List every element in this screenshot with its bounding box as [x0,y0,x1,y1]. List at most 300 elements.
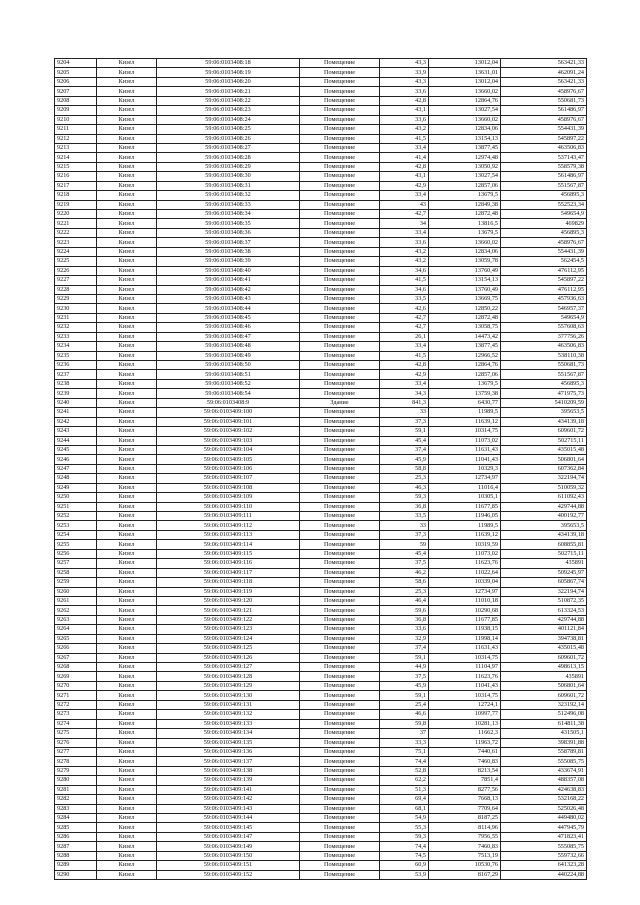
row-number-cell: 9269 [55,672,97,681]
cadastral-number-cell: 59:06:0103409:130 [157,691,300,700]
area-cell: 33 [380,521,429,530]
area-cell: 25,4 [380,700,429,709]
row-number-cell: 9274 [55,719,97,728]
cadastral-number-cell: 59:06:0103409:123 [157,625,300,634]
cadastral-value-cell: 435015,48 [501,445,587,454]
specific-value-cell: 7709,64 [429,804,501,813]
object-type-cell: Помещение [300,776,380,785]
cadastral-value-cell: 506801,64 [501,681,587,690]
cadastral-value-cell: 555085,75 [501,757,587,766]
table-row [55,351,587,360]
table-row [55,455,587,464]
object-type-cell: Помещение [300,115,380,124]
table-row [55,96,587,105]
table-row [55,653,587,662]
table-row [55,691,587,700]
row-number-cell: 9227 [55,276,97,285]
object-type-cell: Помещение [300,96,380,105]
locality-cell: Кизел [97,77,157,86]
row-number-cell: 9276 [55,738,97,747]
specific-value-cell: 13154,13 [429,134,501,143]
row-number-cell: 9278 [55,757,97,766]
area-cell: 32,9 [380,634,429,643]
table-row [55,87,587,96]
table-row [55,210,587,219]
cadastral-number-cell: 59:06:0103409:115 [157,549,300,558]
row-number-cell: 9253 [55,521,97,530]
area-cell: 37,4 [380,644,429,653]
object-type-cell: Помещение [300,445,380,454]
locality-cell: Кизел [97,408,157,417]
area-cell: 41,5 [380,351,429,360]
cadastral-number-cell: 59:06:0103409:136 [157,747,300,756]
specific-value-cell: 11016,4 [429,483,501,492]
cadastral-number-cell: 59:06:0103409:103 [157,436,300,445]
specific-value-cell: 11677,85 [429,502,501,511]
object-type-cell: Помещение [300,342,380,351]
table-row [55,861,587,870]
specific-value-cell: 12864,76 [429,361,501,370]
cadastral-number-cell: 59:06:0103408:29 [157,162,300,171]
object-type-cell: Помещение [300,408,380,417]
specific-value-cell: 7956,55 [429,832,501,841]
object-type-cell: Помещение [300,861,380,870]
cadastral-number-cell: 59:06:0103409:138 [157,766,300,775]
object-type-cell: Помещение [300,795,380,804]
locality-cell: Кизел [97,342,157,351]
specific-value-cell: 7440,61 [429,747,501,756]
object-type-cell: Помещение [300,266,380,275]
locality-cell: Кизел [97,162,157,171]
specific-value-cell: 11073,02 [429,549,501,558]
cadastral-number-cell: 59:06:0103408:27 [157,143,300,152]
row-number-cell: 9260 [55,587,97,596]
row-number-cell: 9237 [55,370,97,379]
row-number-cell: 9210 [55,115,97,124]
specific-value-cell: 10997,77 [429,710,501,719]
cadastral-value-cell: 558789,81 [501,747,587,756]
locality-cell: Кизел [97,266,157,275]
object-type-cell: Помещение [300,294,380,303]
area-cell: 43,2 [380,247,429,256]
specific-value-cell: 13027,54 [429,172,501,181]
locality-cell: Кизел [97,219,157,228]
area-cell: 34,3 [380,389,429,398]
cadastral-number-cell: 59:06:0103409:107 [157,474,300,483]
area-cell: 59,3 [380,493,429,502]
specific-value-cell: 10329,3 [429,464,501,473]
table-row [55,304,587,313]
cadastral-value-cell: 559732,66 [501,851,587,860]
locality-cell: Кизел [97,285,157,294]
cadastral-value-cell: 614811,38 [501,719,587,728]
cadastral-value-cell: 456895,3 [501,191,587,200]
table-row [55,247,587,256]
cadastral-number-cell: 59:06:0103408:26 [157,134,300,143]
cadastral-number-cell: 59:06:0103409:144 [157,814,300,823]
object-type-cell: Помещение [300,172,380,181]
locality-cell: Кизел [97,851,157,860]
specific-value-cell: 13059,78 [429,257,501,266]
locality-cell: Кизел [97,106,157,115]
area-cell: 74,4 [380,757,429,766]
specific-value-cell: 7460,83 [429,757,501,766]
cadastral-number-cell: 59:06:0103408:51 [157,370,300,379]
locality-cell: Кизел [97,729,157,738]
table-row [55,842,587,851]
cadastral-value-cell: 471823,41 [501,832,587,841]
cadastral-number-cell: 59:06:0103408:42 [157,285,300,294]
cadastral-number-cell: 59:06:0103409:124 [157,634,300,643]
row-number-cell: 9285 [55,823,97,832]
cadastral-number-cell: 59:06:0103408:48 [157,342,300,351]
cadastral-number-cell: 59:06:0103409:101 [157,417,300,426]
row-number-cell: 9234 [55,342,97,351]
area-cell: 52,8 [380,766,429,775]
cadastral-number-cell: 59:06:0103409:139 [157,776,300,785]
table-row [55,804,587,813]
locality-cell: Кизел [97,68,157,77]
row-number-cell: 9216 [55,172,97,181]
area-cell: 37 [380,729,429,738]
area-cell: 43 [380,200,429,209]
object-type-cell: Помещение [300,351,380,360]
object-type-cell: Помещение [300,578,380,587]
area-cell: 33,4 [380,342,429,351]
specific-value-cell: 11631,43 [429,445,501,454]
row-number-cell: 9244 [55,436,97,445]
area-cell: 45,4 [380,549,429,558]
row-number-cell: 9277 [55,747,97,756]
cadastral-value-cell: 398391,88 [501,738,587,747]
row-number-cell: 9268 [55,663,97,672]
locality-cell: Кизел [97,436,157,445]
object-type-cell: Помещение [300,757,380,766]
cadastral-number-cell: 59:06:0103409:106 [157,464,300,473]
specific-value-cell: 12834,06 [429,125,501,134]
locality-cell: Кизел [97,814,157,823]
area-cell: 43,3 [380,59,429,68]
cadastral-number-cell: 59:06:0103409:105 [157,455,300,464]
object-type-cell: Помещение [300,332,380,341]
cadastral-value-cell: 377756,26 [501,332,587,341]
cadastral-number-cell: 59:06:0103409:117 [157,568,300,577]
object-type-cell: Помещение [300,653,380,662]
object-type-cell: Помещение [300,870,380,879]
row-number-cell: 9217 [55,181,97,190]
specific-value-cell: 13669,75 [429,294,501,303]
object-type-cell: Помещение [300,823,380,832]
cadastral-value-table [54,58,587,880]
object-type-cell: Помещение [300,587,380,596]
cadastral-number-cell: 59:06:0103409:150 [157,851,300,860]
specific-value-cell: 12857,06 [429,370,501,379]
area-cell: 41,4 [380,153,429,162]
specific-value-cell: 13012,04 [429,59,501,68]
table-row [55,795,587,804]
area-cell: 59,3 [380,832,429,841]
area-cell: 43,1 [380,172,429,181]
table-row [55,417,587,426]
table-row [55,851,587,860]
object-type-cell: Помещение [300,191,380,200]
table-row [55,587,587,596]
object-type-cell: Помещение [300,804,380,813]
cadastral-number-cell: 59:06:0103409:108 [157,483,300,492]
row-number-cell: 9229 [55,294,97,303]
row-number-cell: 9211 [55,125,97,134]
cadastral-number-cell: 59:06:0103409:120 [157,596,300,605]
row-number-cell: 9223 [55,238,97,247]
locality-cell: Кизел [97,615,157,624]
table-row [55,200,587,209]
object-type-cell: Помещение [300,285,380,294]
locality-cell: Кизел [97,512,157,521]
area-cell: 34 [380,219,429,228]
locality-cell: Кизел [97,672,157,681]
cadastral-value-cell: 322194,74 [501,587,587,596]
table-row [55,408,587,417]
cadastral-value-cell: 435015,48 [501,644,587,653]
area-cell: 42,9 [380,181,429,190]
cadastral-number-cell: 59:06:0103408:33 [157,200,300,209]
cadastral-number-cell: 59:06:0103408:23 [157,106,300,115]
cadastral-value-cell: 551567,87 [501,181,587,190]
specific-value-cell: 11041,43 [429,455,501,464]
cadastral-value-cell: 476112,95 [501,266,587,275]
table-row [55,276,587,285]
row-number-cell: 9270 [55,681,97,690]
cadastral-value-cell: 323192,14 [501,700,587,709]
cadastral-number-cell: 59:06:0103408:45 [157,313,300,322]
locality-cell: Кизел [97,757,157,766]
locality-cell: Кизел [97,200,157,209]
cadastral-number-cell: 59:06:0103409:109 [157,493,300,502]
specific-value-cell: 11041,43 [429,681,501,690]
object-type-cell: Помещение [300,530,380,539]
area-cell: 75,1 [380,747,429,756]
specific-value-cell: 13027,54 [429,106,501,115]
cadastral-value-cell: 322194,74 [501,474,587,483]
area-cell: 53,9 [380,870,429,879]
table-row [55,672,587,681]
object-type-cell: Помещение [300,313,380,322]
area-cell: 69,4 [380,795,429,804]
specific-value-cell: 10305,1 [429,493,501,502]
cadastral-value-cell: 509245,97 [501,568,587,577]
area-cell: 58,8 [380,464,429,473]
row-number-cell: 9215 [55,162,97,171]
specific-value-cell: 13679,5 [429,379,501,388]
row-number-cell: 9251 [55,502,97,511]
table-row [55,493,587,502]
table-row [55,502,587,511]
row-number-cell: 9235 [55,351,97,360]
cadastral-value-cell: 549654,9 [501,210,587,219]
row-number-cell: 9242 [55,417,97,426]
locality-cell: Кизел [97,361,157,370]
locality-cell: Кизел [97,691,157,700]
cadastral-value-cell: 440224,88 [501,870,587,879]
cadastral-value-cell: 458976,67 [501,115,587,124]
object-type-cell: Помещение [300,153,380,162]
table-row [55,785,587,794]
row-number-cell: 9259 [55,578,97,587]
cadastral-number-cell: 59:06:0103408:39 [157,257,300,266]
object-type-cell: Помещение [300,502,380,511]
area-cell: 42,9 [380,370,429,379]
object-type-cell: Помещение [300,106,380,115]
area-cell: 42,8 [380,162,429,171]
cadastral-value-cell: 561486,97 [501,172,587,181]
cadastral-value-cell: 429744,88 [501,615,587,624]
specific-value-cell: 13058,75 [429,323,501,332]
specific-value-cell: 11631,43 [429,644,501,653]
table-row [55,615,587,624]
cadastral-value-cell: 557608,63 [501,323,587,332]
area-cell: 33,3 [380,738,429,747]
row-number-cell: 9280 [55,776,97,785]
object-type-cell: Помещение [300,521,380,530]
table-row [55,172,587,181]
area-cell: 33,6 [380,87,429,96]
area-cell: 46,2 [380,568,429,577]
cadastral-number-cell: 59:06:0103408:19 [157,68,300,77]
area-cell: 33,6 [380,115,429,124]
locality-cell: Кизел [97,445,157,454]
table-row [55,823,587,832]
area-cell: 43,3 [380,77,429,86]
cadastral-value-cell: 458976,67 [501,87,587,96]
object-type-cell: Помещение [300,87,380,96]
area-cell: 43,1 [380,106,429,115]
cadastral-number-cell: 59:06:0103408:43 [157,294,300,303]
cadastral-number-cell: 59:06:0103408:38 [157,247,300,256]
cadastral-number-cell: 59:06:0103408:54 [157,389,300,398]
object-type-cell: Помещение [300,785,380,794]
area-cell: 33,5 [380,512,429,521]
row-number-cell: 9261 [55,596,97,605]
cadastral-value-cell: 552523,34 [501,200,587,209]
table-row [55,625,587,634]
object-type-cell: Помещение [300,814,380,823]
row-number-cell: 9281 [55,785,97,794]
row-number-cell: 9232 [55,323,97,332]
row-number-cell: 9275 [55,729,97,738]
cadastral-value-cell: 506801,64 [501,455,587,464]
row-number-cell: 9271 [55,691,97,700]
area-cell: 74,5 [380,851,429,860]
area-cell: 37,4 [380,445,429,454]
locality-cell: Кизел [97,464,157,473]
cadastral-value-cell: 510872,35 [501,596,587,605]
locality-cell: Кизел [97,125,157,134]
area-cell: 59,1 [380,691,429,700]
row-number-cell: 9209 [55,106,97,115]
object-type-cell: Помещение [300,304,380,313]
cadastral-number-cell: 59:06:0103408:41 [157,276,300,285]
cadastral-number-cell: 59:06:0103409:111 [157,512,300,521]
cadastral-value-cell: 502715,11 [501,436,587,445]
locality-cell: Кизел [97,59,157,68]
table-row [55,106,587,115]
locality-cell: Кизел [97,795,157,804]
area-cell: 74,4 [380,842,429,851]
row-number-cell: 9286 [55,832,97,841]
cadastral-value-cell: 458976,67 [501,238,587,247]
row-number-cell: 9249 [55,483,97,492]
area-cell: 33,6 [380,238,429,247]
table-row [55,323,587,332]
cadastral-number-cell: 59:06:0103409:121 [157,606,300,615]
object-type-cell: Помещение [300,238,380,247]
row-number-cell: 9240 [55,398,97,407]
row-number-cell: 9233 [55,332,97,341]
specific-value-cell: 10314,75 [429,653,501,662]
locality-cell: Кизел [97,747,157,756]
area-cell: 33,6 [380,625,429,634]
locality-cell: Кизел [97,294,157,303]
row-number-cell: 9272 [55,700,97,709]
table-row [55,681,587,690]
locality-cell: Кизел [97,653,157,662]
object-type-cell: Помещение [300,512,380,521]
object-type-cell: Помещение [300,219,380,228]
object-type-cell: Помещение [300,625,380,634]
cadastral-value-cell: 433674,91 [501,766,587,775]
area-cell: 36,8 [380,615,429,624]
cadastral-value-cell: 558579,38 [501,162,587,171]
area-cell: 59,1 [380,653,429,662]
table-row [55,427,587,436]
cadastral-value-cell: 607362,84 [501,464,587,473]
table-row [55,125,587,134]
area-cell: 59,1 [380,427,429,436]
specific-value-cell: 13877,45 [429,342,501,351]
table-row [55,832,587,841]
cadastral-value-cell: 549654,9 [501,313,587,322]
specific-value-cell: 12857,06 [429,181,501,190]
row-number-cell: 9208 [55,96,97,105]
row-number-cell: 9231 [55,313,97,322]
specific-value-cell: 11022,64 [429,568,501,577]
object-type-cell: Помещение [300,681,380,690]
object-type-cell: Помещение [300,483,380,492]
row-number-cell: 9245 [55,445,97,454]
specific-value-cell: 12872,48 [429,210,501,219]
object-type-cell: Помещение [300,68,380,77]
cadastral-value-cell: 537143,47 [501,153,587,162]
table-row [55,332,587,341]
cadastral-number-cell: 59:06:0103408:32 [157,191,300,200]
area-cell: 37,5 [380,559,429,568]
cadastral-number-cell: 59:06:0103409:128 [157,672,300,681]
cadastral-value-cell: 5410209,59 [501,398,587,407]
locality-cell: Кизел [97,153,157,162]
table-row [55,285,587,294]
area-cell: 41,5 [380,134,429,143]
cadastral-number-cell: 59:06:0103408:37 [157,238,300,247]
table-row [55,483,587,492]
specific-value-cell: 12849,38 [429,200,501,209]
specific-value-cell: 7851,4 [429,776,501,785]
specific-value-cell: 11662,3 [429,729,501,738]
row-number-cell: 9262 [55,606,97,615]
area-cell: 36,8 [380,502,429,511]
object-type-cell: Помещение [300,540,380,549]
table-row [55,719,587,728]
specific-value-cell: 12724,1 [429,700,501,709]
